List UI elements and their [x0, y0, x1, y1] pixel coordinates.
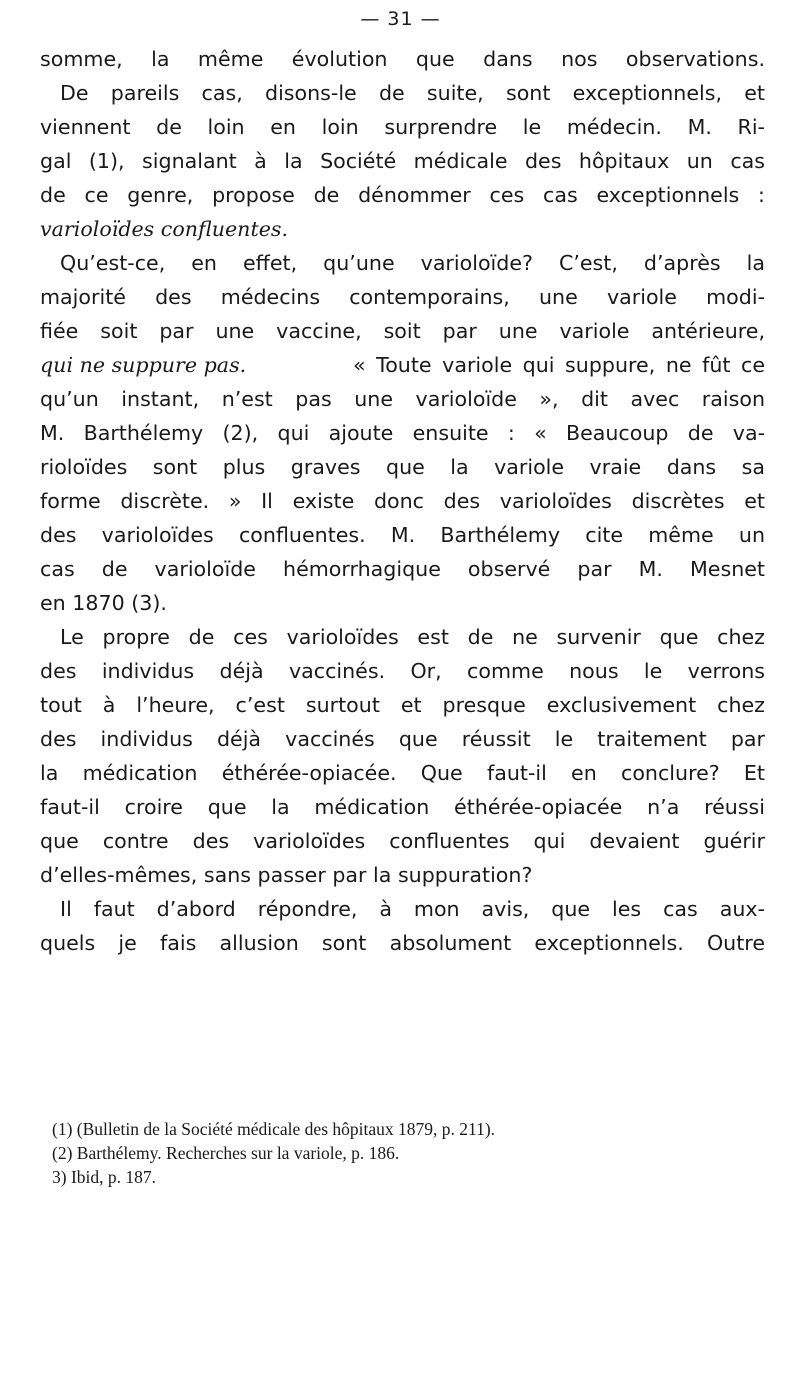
footnote: 3) Ibid, p. 187. [52, 1167, 157, 1187]
text-line: des individus déjà vaccinés. Or, comme nous le verrons [40, 659, 765, 683]
body-text [40, 42, 765, 960]
page-number: — 31 — [360, 8, 441, 30]
text-line: des varioloïdes confluentes. M. Barthélemy cite même un [40, 523, 765, 547]
italic-phrase: qui ne suppure pas. [40, 353, 247, 377]
text-line: M. Barthélemy (2), qui ajoute ensuite : « Beaucoup de va- [40, 421, 765, 445]
text-line: tout à l’heure, c’est surtout et presque exclusivement chez [40, 693, 765, 717]
text-line: De pareils cas, disons-le de suite, sont exceptionnels, et [60, 81, 765, 105]
text-line: en 1870 (3). [40, 591, 167, 615]
text-line: d’elles-mêmes, sans passer par la suppuration? [40, 863, 533, 887]
text-line: fiée soit par une vaccine, soit par une variole antérieure, [40, 319, 765, 343]
text-line: la médication éthérée-opiacée. Que faut-il en conclure? Et [40, 761, 765, 785]
footnote: (1) (Bulletin de la Société médicale des hôpitaux 1879, p. 211). [52, 1119, 496, 1139]
text-line: quels je fais allusion sont absolument exceptionnels. Outre [40, 931, 765, 955]
text-line: majorité des médecins contemporains, une variole modi- [40, 285, 765, 309]
text-line: rioloïdes sont plus graves que la variole vraie dans sa [40, 455, 765, 479]
text-line: Il faut d’abord répondre, à mon avis, que les cas aux- [60, 897, 765, 921]
text-line: somme, la même évolution que dans nos observations. [40, 47, 765, 71]
text-line: faut-il croire que la médication éthérée-opiacée n’a réussi [40, 795, 765, 819]
text-line: qu’un instant, n’est pas une varioloïde », dit avec raison [40, 387, 765, 411]
text-line: forme discrète. » Il existe donc des varioloïdes discrètes et [40, 489, 765, 513]
text-line: varioloïdes confluentes. [40, 217, 289, 241]
text-line-mixed [40, 348, 765, 382]
footnotes [52, 1117, 752, 1189]
text-line: de ce genre, propose de dénommer ces cas exceptionnels : [40, 183, 765, 207]
text-line: cas de varioloïde hémorrhagique observé par M. Mesnet [40, 557, 765, 581]
footnote: (2) Barthélemy. Recherches sur la variole, p. 186. [52, 1143, 400, 1163]
text-line: des individus déjà vaccinés que réussit le traitement par [40, 727, 765, 751]
text-line: Qu’est-ce, en effet, qu’une varioloïde? C’est, d’après la [60, 251, 765, 275]
text-line: que contre des varioloïdes confluentes qui devaient guérir [40, 829, 765, 853]
text-line: viennent de loin en loin surprendre le médecin. M. Ri- [40, 115, 765, 139]
text-line: Le propre de ces varioloïdes est de ne survenir que chez [60, 625, 765, 649]
text-line: gal (1), signalant à la Société médicale des hôpitaux un cas [40, 149, 765, 173]
quote-start: « Toute variole qui suppure, ne fût ce [352, 353, 765, 377]
